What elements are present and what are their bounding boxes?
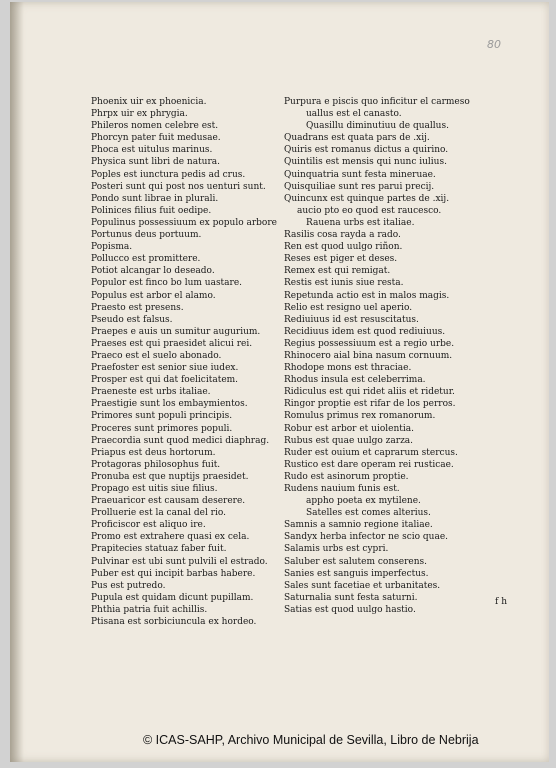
text-line: Praesto est presens. xyxy=(91,302,184,313)
text-line: Protagoras philosophus fuit. xyxy=(91,459,221,470)
right-text-column xyxy=(284,96,470,616)
text-line: Quisquiliae sunt res parui precij. xyxy=(284,181,435,192)
text-line: Pollucco est promittere. xyxy=(91,254,201,265)
text-line: Regius possessiuum est a regio urbe. xyxy=(284,338,455,349)
text-line: Quinquatria sunt festa mineruae. xyxy=(284,169,436,180)
text-line: Repetunda actio est in malos magis. xyxy=(284,290,450,301)
text-line: Phoca est uitulus marinus. xyxy=(91,145,213,156)
text-line: Restis est iunis siue resta. xyxy=(284,278,404,289)
text-line: Rhodope mons est thraciae. xyxy=(284,363,412,374)
text-line: Promo est extrahere quasi ex cela. xyxy=(91,532,250,543)
text-line: Populor est finco bo lum uastare. xyxy=(91,278,243,289)
text-line: Physica sunt libri de natura. xyxy=(91,157,221,168)
text-line: Rauena urbs est italiae. xyxy=(306,217,415,228)
text-line: Primores sunt populi principis. xyxy=(91,411,233,422)
text-line: Rasilis cosa rayda a rado. xyxy=(284,230,401,241)
text-line: Pondo sunt librae in plurali. xyxy=(91,193,219,204)
text-line: Pronuba est que nuptijs praesidet. xyxy=(91,471,249,482)
text-line: Prapitecies statuaz faber fuit. xyxy=(91,544,227,555)
text-line: Saluber est salutem conserens. xyxy=(284,556,427,567)
text-line: Quasillu diminutiuu de quallus. xyxy=(306,121,449,132)
text-line: Prosper est qui dat foelicitatem. xyxy=(91,375,239,386)
text-line: Poples est iunctura pedis ad crus. xyxy=(91,169,246,180)
text-line: Puber est qui incipit barbas habere. xyxy=(91,568,256,579)
text-line: Praestigie sunt los embaymientos. xyxy=(91,399,248,410)
text-line: Populus est arbor el alamo. xyxy=(91,290,216,301)
text-line: Robur est arbor et uiolentia. xyxy=(284,423,414,434)
text-line: Praepes e auis un sumitur augurium. xyxy=(91,326,261,337)
text-line: Rustico est dare operam rei rusticae. xyxy=(284,459,454,470)
catchword: f h xyxy=(495,597,507,607)
text-line: Ren est quod uulgo riñon. xyxy=(284,242,403,253)
text-line: Ptisana est sorbiciuncula ex hordeo. xyxy=(91,617,257,628)
text-line: Phileros nomen celebre est. xyxy=(91,121,219,132)
text-line: Purpura e piscis quo inficitur el carmeso xyxy=(284,97,470,107)
text-line: Recidiuus idem est quod rediuiuus. xyxy=(284,326,446,337)
text-line: Pus est putredo. xyxy=(91,580,166,591)
text-line: uallus est el canasto. xyxy=(306,109,402,120)
text-line: Salamis urbs est cypri. xyxy=(284,544,389,555)
text-line: Sandyx herba infector ne scio quae. xyxy=(284,532,449,543)
text-line: Phoenix uir ex phoenicia. xyxy=(91,97,207,107)
text-line: Sales sunt facetiae et urbanitates. xyxy=(284,580,441,591)
text-line: aucio pto eo quod est raucesco. xyxy=(297,205,442,216)
text-line: Rediuiuus id est resuscitatus. xyxy=(284,314,419,325)
archive-credit: © ICAS-SAHP, Archivo Municipal de Sevilla, Libro de Nebrija xyxy=(143,733,479,747)
text-line: Quintilis est mensis qui nunc iulius. xyxy=(284,157,447,168)
text-line: Rudo est asinorum proptie. xyxy=(284,471,409,482)
text-line: Saturnalia sunt festa saturni. xyxy=(284,592,418,603)
text-line: Rhinocero aial bina nasum cornuum. xyxy=(284,350,453,361)
text-line: Remex est qui remigat. xyxy=(284,266,391,277)
text-line: Romulus primus rex romanorum. xyxy=(284,411,436,422)
text-line: Portunus deus portuum. xyxy=(91,230,202,241)
text-line: Ruder est ouium et caprarum stercus. xyxy=(284,447,458,458)
binding-gutter xyxy=(10,2,24,762)
text-line: Praecordia sunt quod medici diaphrag. xyxy=(91,435,270,446)
text-line: Praeses est qui praesidet alicui rei. xyxy=(91,338,253,349)
text-line: Pupula est quidam dicunt pupillam. xyxy=(91,592,254,603)
text-line: Phorcyn pater fuit medusae. xyxy=(91,133,221,144)
text-line: Praefoster est senior siue iudex. xyxy=(91,363,239,374)
text-line: Quadrans est quata pars de .xij. xyxy=(284,133,430,144)
text-line: Populinus possessiuum ex populo arbore xyxy=(91,217,277,228)
text-line: Phrpx uir ex phrygia. xyxy=(91,109,188,120)
text-line: Satias est quod uulgo hastio. xyxy=(284,604,416,615)
text-line: Potiot alcangar lo deseado. xyxy=(91,266,215,277)
text-line: Rudens nauium funis est. xyxy=(284,484,400,494)
text-line: Praeneste est urbs italiae. xyxy=(91,387,211,398)
text-line: Popisma. xyxy=(91,242,133,253)
text-line: Pseudo est falsus. xyxy=(91,314,173,325)
text-line: Praeco est el suelo abonado. xyxy=(91,350,222,361)
text-line: Posteri sunt qui post nos uenturi sunt. xyxy=(91,181,266,192)
text-line: Ringor proptie est rifar de los perros. xyxy=(284,399,456,410)
text-line: Proceres sunt primores populi. xyxy=(91,423,233,434)
text-line: Rubus est quae uulgo zarza. xyxy=(284,435,414,446)
text-line: Reses est piger et deses. xyxy=(284,254,398,265)
text-line: Rhodus insula est celeberrima. xyxy=(284,375,426,386)
text-line: appho poeta ex mytilene. xyxy=(306,496,421,507)
text-line: Satelles est comes alterius. xyxy=(306,508,431,519)
text-line: Propago est uitis siue filius. xyxy=(91,484,218,494)
text-line: Priapus est deus hortorum. xyxy=(91,447,216,458)
text-line: Samnis a samnio regione italiae. xyxy=(284,520,433,531)
text-line: Ridiculus est qui ridet aliis et ridetur. xyxy=(284,387,455,398)
folio-number: 80 xyxy=(487,38,501,51)
text-line: Proficiscor est aliquo ire. xyxy=(91,520,206,531)
text-line: Prolluerie est la canal del rio. xyxy=(91,508,226,519)
text-line: Relio est resigno uel aperio. xyxy=(284,302,413,313)
text-line: Polinices filius fuit oedipe. xyxy=(91,205,212,216)
text-line: Quiris est romanus dictus a quirino. xyxy=(284,145,449,156)
text-line: Sanies est sanguis imperfectus. xyxy=(284,568,429,579)
text-line: Quincunx est quinque partes de .xij. xyxy=(284,193,450,204)
text-line: Praeuaricor est causam deserere. xyxy=(91,496,246,507)
text-line: Pulvinar est ubi sunt pulvili el estrado. xyxy=(91,556,268,567)
text-line: Phthia patria fuit achillis. xyxy=(91,604,208,615)
left-text-column xyxy=(91,96,277,628)
